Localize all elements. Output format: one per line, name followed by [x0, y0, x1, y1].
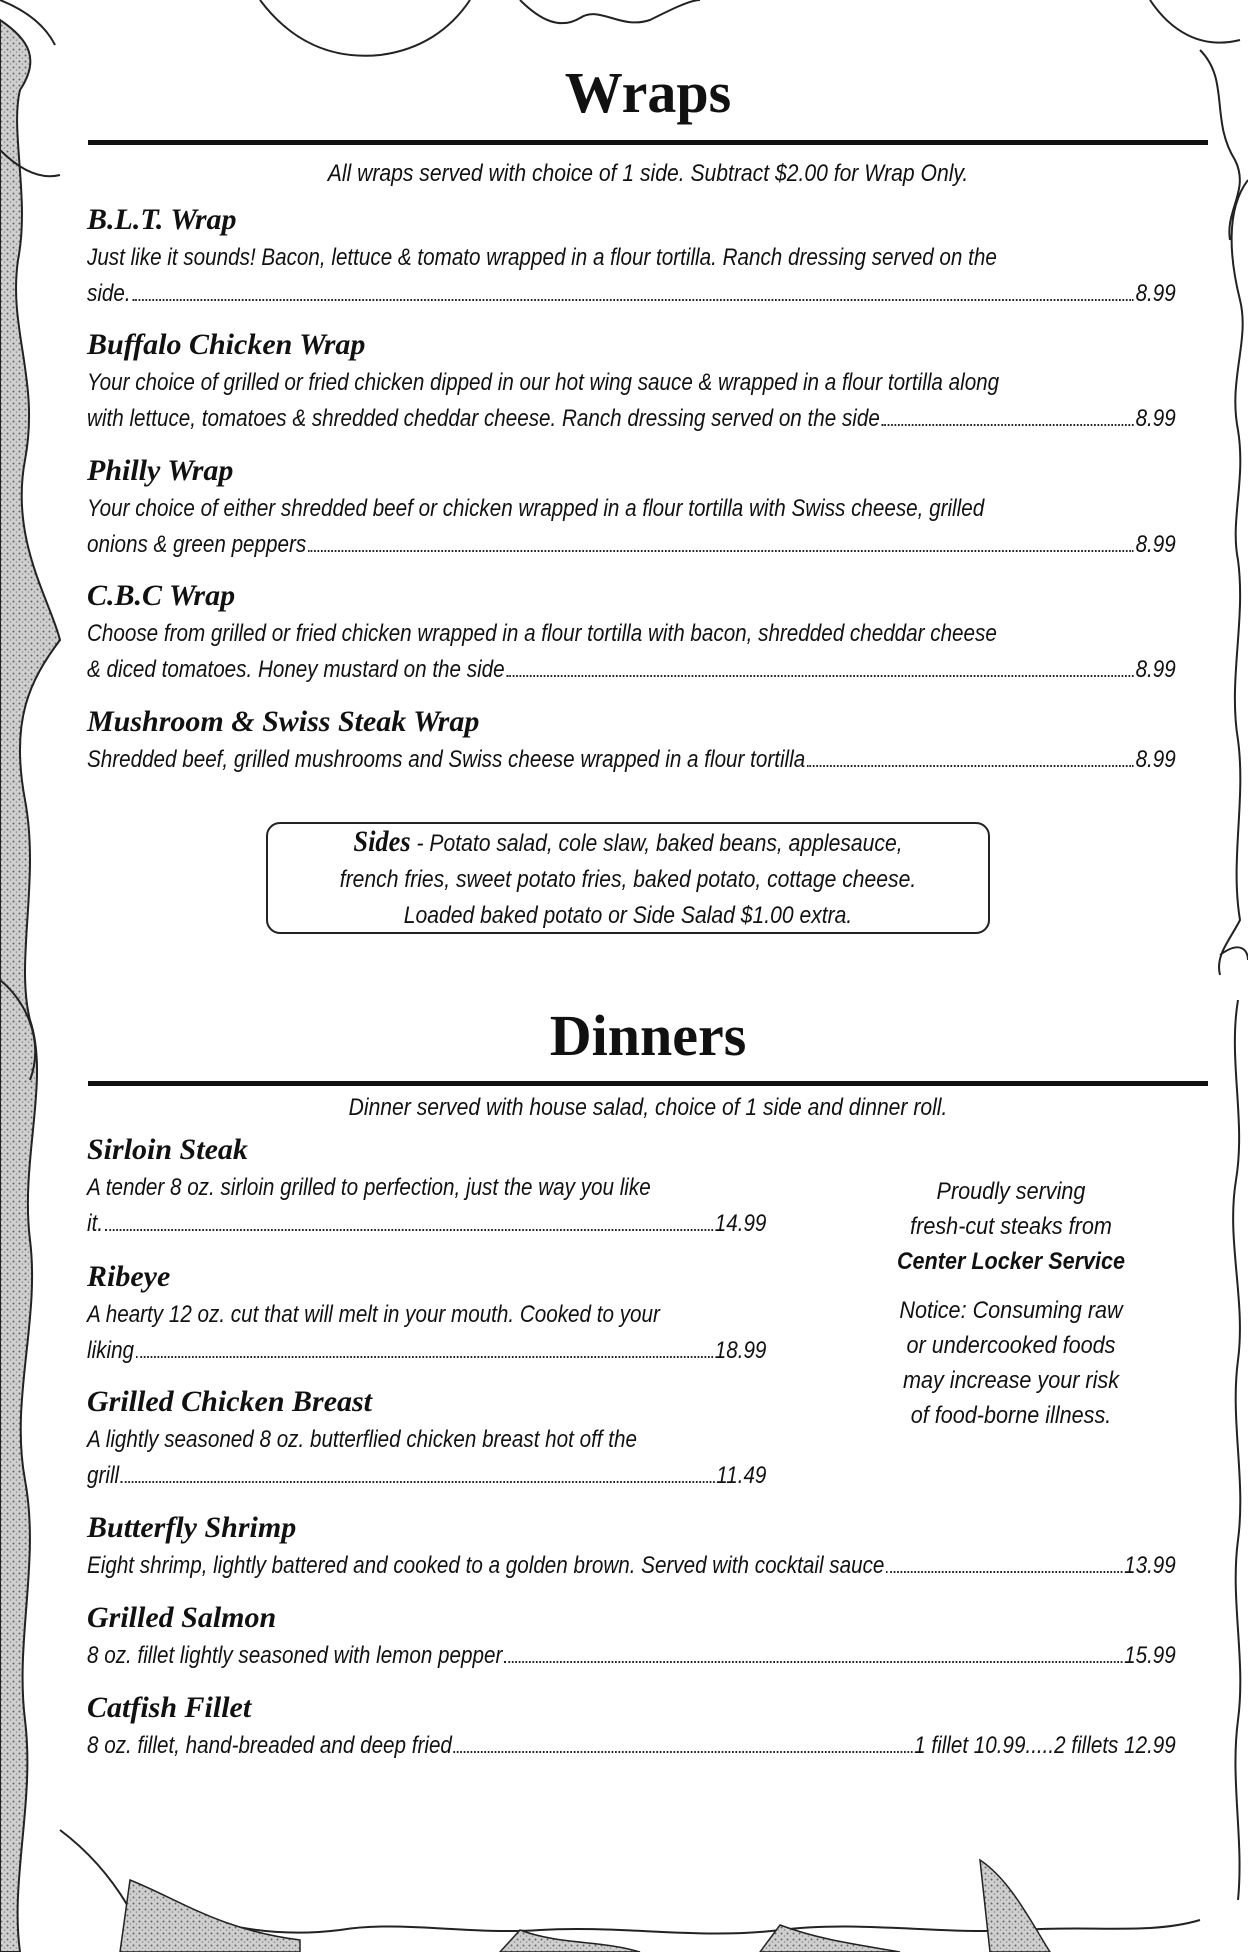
steak-source-note: Proudly serving fresh-cut steaks from Center Locker Service: [872, 1174, 1151, 1279]
menu-item-buffalo-chicken-wrap: [87, 327, 1177, 437]
item-name: B.L.T. Wrap: [87, 203, 237, 236]
menu-item-ribeye: [87, 1259, 767, 1369]
item-price: 18.99: [714, 1337, 767, 1364]
item-description: A lightly seasoned 8 oz. butterflied chicken breast hot off the grill 11.49: [87, 1422, 766, 1494]
item-description: A hearty 12 oz. cut that will melt in your mouth. Cooked to your liking 18.99: [87, 1297, 766, 1369]
sides-label: Sides: [353, 825, 411, 858]
wraps-heading: Wraps: [564, 60, 732, 125]
item-description: Shredded beef, grilled mushrooms and Swiss cheese wrapped in a flour tortilla 8.99: [87, 742, 1176, 778]
item-price: 8.99: [1135, 531, 1176, 558]
menu-item-philly-wrap: [87, 453, 1177, 563]
item-price: 15.99: [1124, 1642, 1176, 1669]
menu-item-butterfly-shrimp: [87, 1510, 1177, 1584]
item-description: Just like it sounds! Bacon, lettuce & tomato wrapped in a flour tortilla. Ranch dressing served on the side. 8.99: [87, 240, 1176, 312]
item-name: Grilled Salmon: [87, 1601, 277, 1634]
dinners-rule: [88, 1081, 1208, 1086]
item-price: 13.99: [1124, 1552, 1176, 1579]
supplier-name: Center Locker Service: [896, 1248, 1126, 1275]
item-description: Your choice of either shredded beef or chicken wrapped in a flour tortilla with Swiss cheese, grilled onions & green peppers 8.99: [87, 491, 1176, 563]
item-name: Mushroom & Swiss Steak Wrap: [87, 705, 480, 738]
item-description: Eight shrimp, lightly battered and cooked to a golden brown. Served with cocktail sauce 13.99: [87, 1548, 1176, 1584]
item-description: Your choice of grilled or fried chicken dipped in our hot wing sauce & wrapped in a flour tortilla along with lettuce, tomatoes & shredded cheddar cheese. Ranch dressing served on the side 8.99: [87, 365, 1176, 437]
menu-item-sirloin-steak: [87, 1132, 767, 1242]
item-name: Philly Wrap: [87, 454, 234, 487]
item-name: Grilled Chicken Breast: [87, 1385, 373, 1418]
menu-item-cbc-wrap: [87, 578, 1177, 688]
menu-item-mushroom-swiss-steak-wrap: [87, 704, 1177, 778]
item-description: Choose from grilled or fried chicken wrapped in a flour tortilla with bacon, shredded cheddar cheese & diced tomatoes. Honey mustard on the side 8.99: [87, 616, 1176, 688]
wraps-note: All wraps served with choice of 1 side. Subtract $2.00 for Wrap Only.: [327, 160, 969, 187]
sides-box: Sides - Potato salad, cole slaw, baked beans, applesauce, french fries, sweet potato fries, baked potato, cottage cheese. Loaded baked potato or Side Salad $1.00 extra.: [266, 822, 990, 934]
item-price: 8.99: [1135, 405, 1176, 432]
menu-item-blt-wrap: [87, 202, 1177, 312]
item-name: Butterfly Shrimp: [87, 1511, 297, 1544]
menu-item-catfish-fillet: [87, 1690, 1177, 1764]
item-description: A tender 8 oz. sirloin grilled to perfection, just the way you like it. 14.99: [87, 1170, 766, 1242]
dinners-note: Dinner served with house salad, choice of 1 side and dinner roll.: [348, 1094, 948, 1121]
item-description: 8 oz. fillet, hand-breaded and deep fried 1 fillet 10.99.....2 fillets 12.99: [87, 1728, 1176, 1764]
wraps-rule: [88, 140, 1208, 145]
food-safety-notice: Notice: Consuming raw or undercooked foods may increase your risk of food-borne illness.: [899, 1297, 1123, 1429]
item-price: 8.99: [1135, 746, 1176, 773]
item-price: 8.99: [1135, 280, 1176, 307]
item-name: Catfish Fillet: [87, 1691, 252, 1724]
item-name: Ribeye: [87, 1260, 171, 1293]
menu-item-grilled-salmon: [87, 1600, 1177, 1674]
dinners-heading: Dinners: [549, 1003, 747, 1068]
item-price: 8.99: [1135, 656, 1176, 683]
item-price: 14.99: [714, 1210, 767, 1237]
item-description: 8 oz. fillet lightly seasoned with lemon pepper 15.99: [87, 1638, 1176, 1674]
item-name: Buffalo Chicken Wrap: [87, 328, 366, 361]
item-price: 11.49: [716, 1462, 767, 1489]
item-name: Sirloin Steak: [87, 1133, 248, 1166]
item-price: 1 fillet 10.99.....2 fillets 12.99: [914, 1732, 1176, 1759]
menu-item-grilled-chicken-breast: [87, 1384, 767, 1494]
item-name: C.B.C Wrap: [87, 579, 236, 612]
